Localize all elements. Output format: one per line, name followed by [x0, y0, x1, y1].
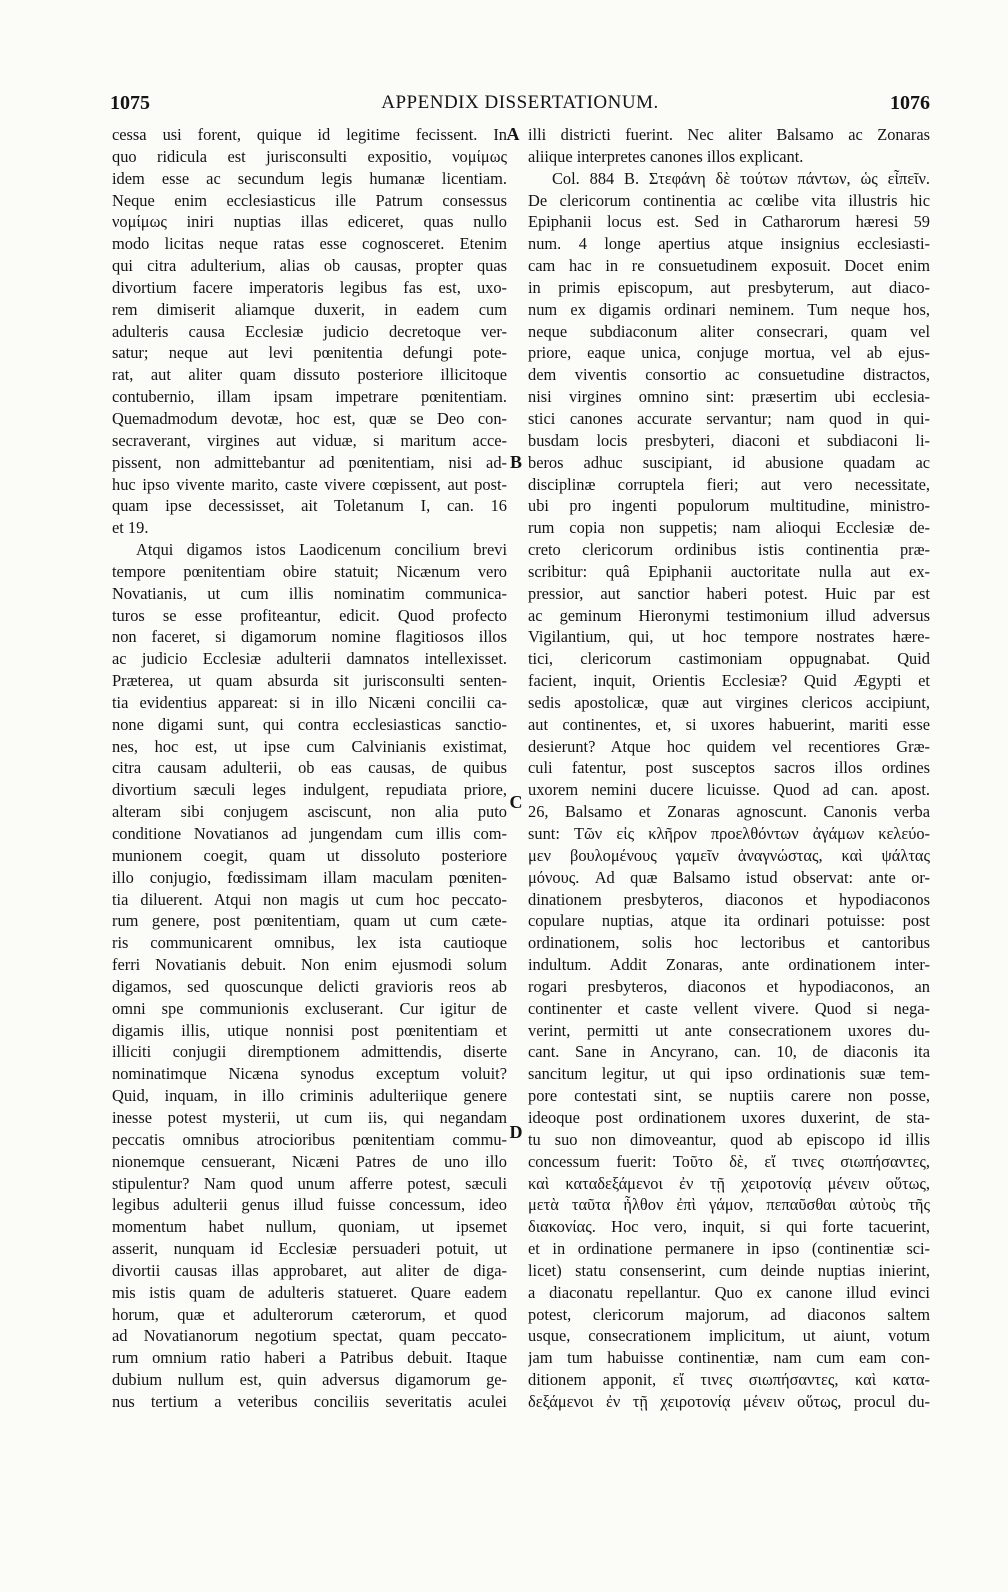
- right-column-line: verint, permitti ut ante consecrationem uxores du-: [528, 1020, 930, 1040]
- right-column-line: ideoque post ordinationem uxores duxerint, de sta-: [528, 1107, 930, 1127]
- right-column-line: et in ordinatione permanere in ipso (continentiæ sci-: [528, 1239, 930, 1259]
- left-column-line: ad Novatianorum negotium spectat, quam peccato-: [112, 1326, 507, 1346]
- left-column-line: asserit, nunquam id Ecclesiæ persuaderi potuit, ut: [112, 1239, 507, 1259]
- left-column-line: Neque enim ecclesiasticus ille Patrum consessus: [112, 190, 507, 210]
- left-column-line: turos se esse profiteantur, edicit. Quod profecto: [112, 605, 507, 625]
- left-column-line: mis istis quam de adulteris statueret. Quare eadem: [112, 1282, 507, 1302]
- right-column-line: pressior, aut sanctior haberi potest. Huic par est: [528, 583, 930, 603]
- left-column-line: legibus adulterii genus illud fuisse concessum, ideo: [112, 1195, 507, 1215]
- right-column-line: sancitum legitur, ut qui ipso ordinationis suæ tem-: [528, 1064, 930, 1084]
- left-column-line: munionem coegit, quam ut dissoluto posteriore: [112, 845, 507, 865]
- right-column-line: διακονίας. Hoc vero, inquit, si qui forte tacuerint,: [528, 1217, 930, 1237]
- right-column-line: aut continentes, et, si uxores habuerint, mariti esse: [528, 714, 930, 734]
- left-column-line: omni spe communionis excluserant. Cur igitur de: [112, 998, 507, 1018]
- right-column-line: tu suo non dimoveantur, quod ab episcopo id illis: [528, 1129, 930, 1149]
- left-column-line: alteram sibi conjugem asciscunt, non alia puto: [112, 802, 507, 822]
- right-column-line: cant. Sane in Ancyrano, can. 10, de diaconis ita: [528, 1042, 930, 1062]
- left-column-line: pissent, non admittebantur ad pœnitentiam, nisi ad-: [112, 452, 507, 472]
- left-column-line: rum genere, post pœnitentiam, quam ut cum cæte-: [112, 911, 507, 931]
- right-column-line: sedis apostolicæ, quæ aut virgines clericos accipiunt,: [528, 692, 930, 712]
- margin-marker-c: C: [509, 792, 523, 812]
- left-column-line: tia diluerent. Atqui non magis ut cum hoc peccato-: [112, 889, 507, 909]
- left-column-line: Quid, inquam, in illo criminis adulteriique genere: [112, 1086, 507, 1106]
- right-column-line: dinationem presbyteros, diaconos et hypodiaconos: [528, 889, 930, 909]
- left-column-line: non faceret, si digamorum nomine flagitiosos illos: [112, 627, 507, 647]
- left-column-line: rum omnium ratio haberi a Patribus debuit. Itaque: [112, 1348, 507, 1368]
- left-column-line: rem dimiserit aliamque duxerit, in eadem cum: [112, 299, 507, 319]
- left-column-line: idem esse ac secundum legis humanæ licentiam.: [112, 168, 507, 188]
- left-column-line: dubium nullum est, quin adversus digamorum ge-: [112, 1370, 507, 1390]
- right-column-line: culi fatentur, post susceptos sacros illos ordines: [528, 758, 930, 778]
- margin-marker-a: A: [506, 124, 520, 144]
- page-number-left: 1075: [110, 92, 150, 114]
- left-column-line: νομίμως iniri nuptias illas ediceret, quas nullo: [112, 212, 507, 232]
- left-column-line: divortium sæculi leges indulgent, repudiata priore,: [112, 780, 507, 800]
- right-column-line: priore, eaque unica, conjuge mortua, vel ab ejus-: [528, 343, 930, 363]
- right-column-line: licet) statu consenserint, cum deinde nuptias inierint,: [528, 1260, 930, 1280]
- right-column-line: jam tum habuisse continentiæ, nam cum eam con-: [528, 1348, 930, 1368]
- right-column-line: beros adhuc suscipiant, id abusione quadam ac: [528, 452, 930, 472]
- right-column-line: καὶ καταδεξάμενοι ἐν τῇ χειροτονίᾳ μένειν οὕτως,: [528, 1173, 930, 1193]
- left-column: [112, 124, 507, 1413]
- left-column-line: quo ridicula est jurisconsulti expositio, νομίμως: [112, 146, 507, 166]
- right-column-line: neque subdiaconum aliter consecrari, quam vel: [528, 321, 930, 341]
- right-column-line: creto clericorum ordinibus istis continentia præ-: [528, 540, 930, 560]
- margin-marker-d: D: [509, 1122, 523, 1142]
- right-column-line: num ex digamis ordinari neminem. Tum neque hos,: [528, 299, 930, 319]
- right-column-line: pore contestati sint, se nuptiis carere non posse,: [528, 1086, 930, 1106]
- left-column-line: horum, quæ et adulterorum cæterorum, et quod: [112, 1304, 507, 1324]
- left-column-line: nominatimque Nicæna synodus exceptum voluit?: [112, 1064, 507, 1084]
- right-column-line: ac geminum Hieronymi testimonium illud adversus: [528, 605, 930, 625]
- left-column-line: satur; neque aut levi pœnitentia defungi pote-: [112, 343, 507, 363]
- right-column-line: num. 4 longe apertius atque insignius ecclesiasti-: [528, 234, 930, 254]
- left-column-line: contubernio, illam ipsam impetrare pœnitentiam.: [112, 387, 507, 407]
- right-column-line: disciplinæ corruptela fieri; aut vero necessitate,: [528, 474, 930, 494]
- left-column-line: ris communicarent omnibus, lex ista cautioque: [112, 933, 507, 953]
- left-column-line: peccatis omnibus atrocioribus pœnitentiam commu-: [112, 1129, 507, 1149]
- right-column-line: tici, clericorum castimoniam oppugnabat. Quid: [528, 649, 930, 669]
- left-column-line: modo licitas neque ratas esse cognosceret. Etenim: [112, 234, 507, 254]
- right-column-line: μόνους. Ad quæ Balsamo istud observat: ante or-: [528, 867, 930, 887]
- left-column-line: nes, hoc est, ut ipse cum Calvinianis existimat,: [112, 736, 507, 756]
- right-column-line: dem viventis consortio ac consuetudine distractos,: [528, 365, 930, 385]
- left-column-line: none digami sunt, qui contra ecclesiasticas sanctio-: [112, 714, 507, 734]
- right-column-line: rogari presbyteros, diaconos et hypodiaconos, an: [528, 976, 930, 996]
- left-column-line: momentum habet nullum, quoniam, ut ipsemet: [112, 1217, 507, 1237]
- right-column-line: uxorem nemini ducere licuisse. Quod ad can. apost.: [528, 780, 930, 800]
- right-column-line: a diaconatu repellantur. Quo ex canone illud evinci: [528, 1282, 930, 1302]
- right-column-line: usque, consecrationem implicitum, ut aiunt, votum: [528, 1326, 930, 1346]
- right-column-line: copulare nuptias, atque ita ordinari potuisse: post: [528, 911, 930, 931]
- left-column-line: nionemque censuerant, Nicæni Patres de uno illo: [112, 1151, 507, 1171]
- left-column-line: divortii causas illas approbaret, aut aliter de diga-: [112, 1260, 507, 1280]
- right-column-line: rum copia non suppetis; nam alioqui Ecclesiæ de-: [528, 518, 930, 538]
- right-column-line: busdam locis presbyteri, diaconi et subdiaconi li-: [528, 430, 930, 450]
- left-column-line: ferri Novatianis debuit. Non enim ejusmodi solum: [112, 955, 507, 975]
- right-column-line: stici canones accurate servantur; nam quod in qui-: [528, 408, 930, 428]
- right-column-line: ditionem apponit, εἴ τινες σιωπήσαντες, καὶ κατα-: [528, 1370, 930, 1390]
- left-column-line: digamos, sed quoscunque delicti gravioris reos ab: [112, 976, 507, 996]
- right-column-line: cam hac in re consuetudinem exposuit. Docet enim: [528, 256, 930, 276]
- right-column-line: Col. 884 B. Στεφάνη δὲ τούτων πάντων, ὡς εἶπεῖν.: [552, 168, 930, 188]
- left-column-line: huc ipso vivente marito, caste vivere cœpissent, aut post-: [112, 474, 507, 494]
- left-column-line: rat, aut aliter quam dissuto posteriore illicitoque: [112, 365, 507, 385]
- right-column-line: μεν βουλομένους γαμεῖν ἀναγνώστας, καὶ ψάλτας: [528, 845, 930, 865]
- left-column-line: digamis illis, utique nonnisi post pœnitentiam et: [112, 1020, 507, 1040]
- right-column-line: illi districti fuerint. Nec aliter Balsamo ac Zonaras: [528, 125, 930, 144]
- right-column-line: indultum. Addit Zonaras, ante ordinationem inter-: [528, 955, 930, 975]
- left-column-line: tempore pœnitentiam obire statuit; Nicænum vero: [112, 561, 507, 581]
- left-column-line: illiciti conjugii diremptionem admittendis, diserte: [112, 1042, 507, 1062]
- running-title: APPENDIX DISSERTATIONUM.: [381, 92, 659, 113]
- right-column-line: Vigilantium, qui, ut hoc tempore nostrates hære-: [528, 627, 930, 647]
- left-column-line: cessa usi forent, quique id legitime fecissent. In: [112, 125, 507, 144]
- right-column-line: desierunt? Atque hoc quidem vel recentiores Græ-: [528, 736, 930, 756]
- running-header: [110, 92, 930, 122]
- left-column-line: qui citra adulterium, alias ob causas, propter quas: [112, 256, 507, 276]
- left-column-line: stipulentur? Nam quod unum afferre potest, sæculi: [112, 1173, 507, 1193]
- left-column-line: illo conjugio, fœdissimam illam maculam pœniten-: [112, 867, 507, 887]
- left-column-line: inesse potest mysterii, ut cum iis, qui negandam: [112, 1107, 507, 1127]
- left-column-line: secraverant, virgines aut viduæ, si maritum acce-: [112, 430, 507, 450]
- right-column-line: sunt: Τῶν εἰς κλῆρον προελθόντων ἀγάμων κελεύο-: [528, 824, 930, 843]
- left-column-line: citra causam adulterii, ob eas causas, de quibus: [112, 758, 507, 778]
- right-column-line: nisi virgines omnino sint: præsertim ubi ecclesia-: [528, 387, 930, 407]
- left-column-line: tia evidentius appareat: si in illo Nicæni concilii ca-: [112, 692, 507, 712]
- left-column-line: et 19.: [112, 518, 149, 538]
- right-column-line: ordinationem, solis hoc lectoribus et cantoribus: [528, 933, 930, 953]
- right-column-line: De clericorum continentia ac cœlibe vita illustris hic: [528, 190, 930, 210]
- left-column-line: Quemadmodum devotæ, hoc est, quæ se Deo con-: [112, 408, 507, 428]
- left-column-line: adulteris causa Ecclesiæ judicio decretoque ver-: [112, 321, 507, 341]
- left-column-line: Præterea, ut quam absurda sit jurisconsulti senten-: [112, 671, 507, 691]
- right-column-line: in primis episcopum, aut presbyterum, aut diaco-: [528, 277, 930, 297]
- left-column-line: ac judicio Ecclesiæ adulterii damnatos intellexisset.: [112, 649, 507, 669]
- right-column-line: aliique interpretes canones illos explicant.: [528, 146, 804, 166]
- left-column-line: conditione Novatianos ad jungendam cum illis com-: [112, 824, 507, 843]
- left-column-line: Novatianis, ut cum illis nominatim communica-: [112, 583, 507, 603]
- right-column-line: Epiphanii locus est. Sed in Catharorum hæresi 59: [528, 212, 930, 232]
- right-column-line: μετὰ ταῦτα ἦλθον ἐπὶ γάμον, πεπαῦσθαι αὐτοὺς τῆς: [528, 1195, 930, 1215]
- left-column-line: Atqui digamos istos Laodicenum concilium brevi: [136, 540, 507, 560]
- right-column-line: scribitur: quâ Epiphanii auctoritate nulla aut ex-: [528, 561, 930, 581]
- left-column-line: nus tertium a veteribus conciliis severitatis aculei: [112, 1391, 507, 1411]
- right-column-line: facient, inquit, Orientis Ecclesiæ? Quid Ægypti et: [528, 671, 930, 691]
- left-column-line: divortium facere imperatoris legibus fas est, uxo-: [112, 277, 507, 297]
- page-number-right: 1076: [890, 92, 930, 114]
- right-column-line: 26, Balsamo et Zonaras agnoscunt. Canonis verba: [528, 802, 930, 822]
- right-column: [528, 124, 930, 1413]
- right-column-line: continenter et caste vellent vivere. Quod si nega-: [528, 998, 930, 1018]
- margin-marker-b: B: [509, 452, 522, 472]
- right-column-line: ubi pro ingenti populorum multitudine, ministro-: [528, 496, 930, 516]
- right-column-line: δεξάμενοι ἐν τῇ χειροτονίᾳ μένειν οὕτως, procul du-: [528, 1391, 930, 1411]
- right-column-line: concessum fuerit: Τοῦτο δὲ, εἴ τινες σιωπήσαντες,: [528, 1151, 930, 1171]
- left-column-line: quam ipse decessisset, ait Toletanum I, can. 16: [112, 496, 507, 516]
- right-column-line: potest, clericorum majorum, ad diaconos saltem: [528, 1304, 930, 1324]
